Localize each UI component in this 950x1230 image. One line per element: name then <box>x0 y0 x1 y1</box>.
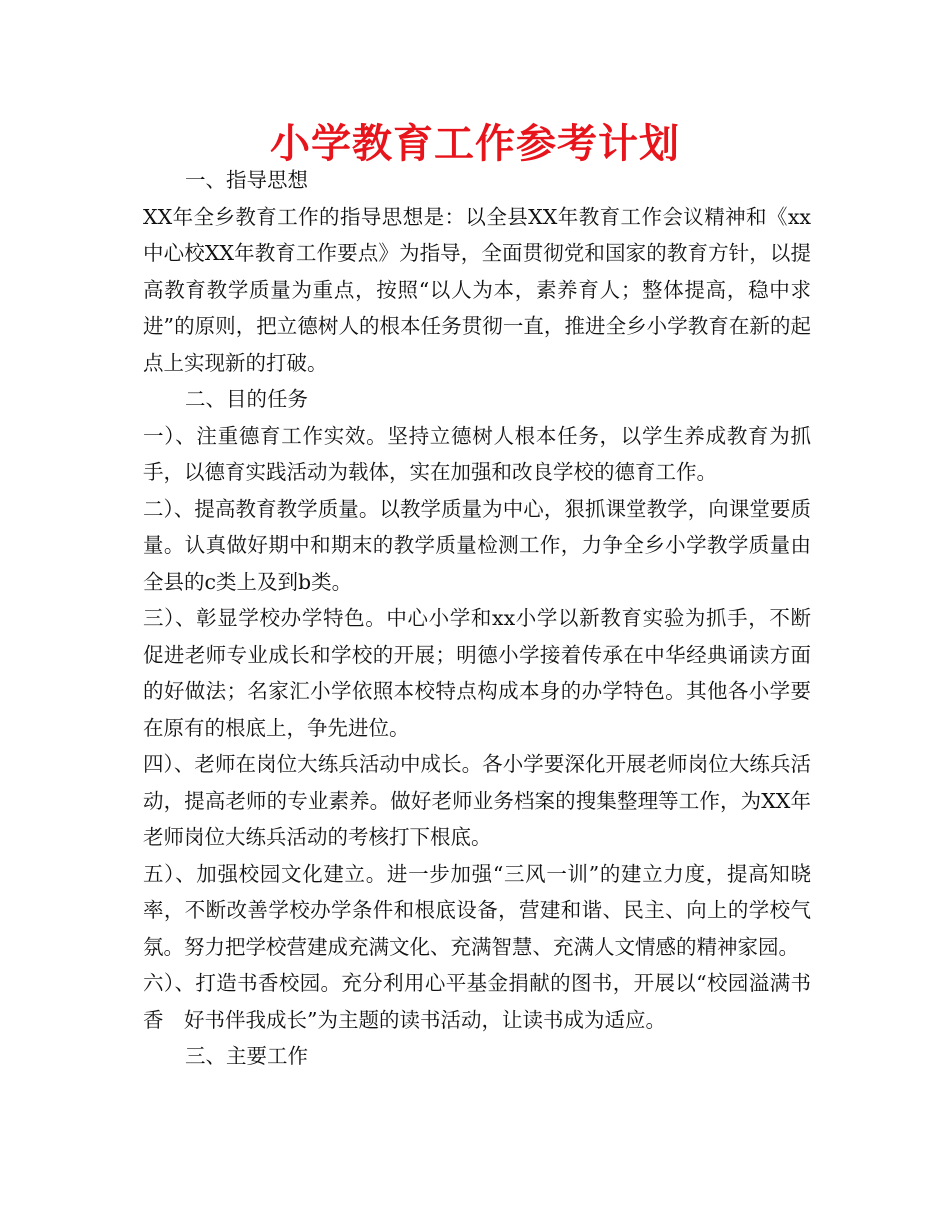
paragraph-task-teaching-quality: 二）、提高教育教学质量。以教学质量为中心，狠抓课堂教学，向课堂要质量。认真做好期中和期末的教学质量检测工作，力争全乡小学教学质量由全县的c类上及到b类。 <box>143 496 811 594</box>
paragraph-task-teacher-growth: 四）、老师在岗位大练兵活动中成长。各小学要深化开展老师岗位大练兵活动，提高老师的专业素养。做好老师业务档案的搜集整理等工作，为XX年老师岗位大练兵活动的考核打下根底。 <box>143 752 811 849</box>
document-body <box>143 162 811 1075</box>
paragraph-task-moral-education: 一）、注重德育工作实效。坚持立德树人根本任务，以学生养成教育为抓手，以德育实践活动为载体，实在加强和改良学校的德育工作。 <box>143 423 811 484</box>
paragraph-task-school-features: 三）、彰显学校办学特色。中心小学和xx小学以新教育实验为抓手，不断促进老师专业成长和学校的开展；明德小学接着传承在中华经典诵读方面的好做法；名家汇小学依照本校特点构成本身的办学特色。其他各小学要在原有的根底上，争先进位。 <box>143 606 811 740</box>
paragraph-guiding-ideology: XX年全乡教育工作的指导思想是：以全县XX年教育工作会议精神和《xx中心校XX年教育工作要点》为指导，全面贯彻党和国家的教育方针，以提高教育教学质量为重点，按照“以人为本，素养育人；整体提高，稳中求进”的原则，把立德树人的根本任务贯彻一直，推进全乡小学教育在新的起点上实现新的打破。 <box>143 204 811 375</box>
section-heading-guiding-ideology: 一、指导思想 <box>185 168 308 192</box>
paragraph-task-reading-campus: 六）、打造书香校园。充分利用心平基金捐献的图书，开展以“校园溢满书香 好书伴我成长”为主题的读书活动，让读书成为适应。 <box>143 971 811 1032</box>
section-heading-main-work: 三、主要工作 <box>185 1044 308 1068</box>
document-title: 小学教育工作参考计划 <box>270 121 680 167</box>
section-heading-goals-tasks: 二、目的任务 <box>185 387 308 411</box>
paragraph-task-campus-culture: 五）、加强校园文化建立。进一步加强“三风一训”的建立力度，提高知晓率，不断改善学校办学条件和根底设备，营建和谐、民主、向上的学校气氛。努力把学校营建成充满文化、充满智慧、充满人文情感的精神家园。 <box>143 861 811 959</box>
